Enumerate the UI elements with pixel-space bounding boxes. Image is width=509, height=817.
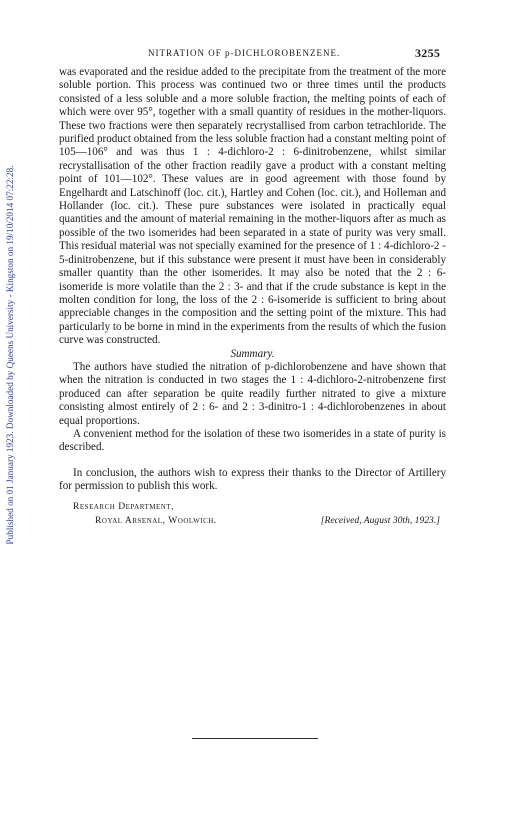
signature-place: Royal Arsenal, Woolwich. — [95, 514, 217, 526]
running-header — [0, 48, 509, 62]
signature-department: Research Department, — [73, 500, 174, 512]
download-notice-text: Published on 01 January 1923. Downloaded by Queens University - Kingston on 19/10/2014 07:22:28. — [5, 165, 15, 545]
summary-paragraph: The authors have studied the nitration of p-dichlorobenzene and have shown that when the nitration is conducted in two stages the 1 : 4-dichloro-2-nitrobenzene first produced can after separation be quite readily further nitrated to give a mixture consisting almost entirely of 2 : 6- and 2 : 3-dinitro-1 : 4-dichlorobenzenes in about equal proportions. — [59, 360, 446, 427]
download-notice-sidebar — [3, 60, 17, 545]
article-body — [59, 66, 446, 528]
signature-line-place — [59, 514, 446, 528]
signature-line-department — [59, 500, 446, 514]
acknowledgement-paragraph: In conclusion, the authors wish to express their thanks to the Director of Artillery for permission to publish this work. — [59, 466, 446, 493]
end-rule — [192, 738, 318, 739]
summary-paragraph: A convenient method for the isolation of these two isomerides in a state of purity is described. — [59, 427, 446, 454]
received-date: [Received, August 30th, 1923.] — [320, 514, 440, 526]
summary-heading: Summary. — [230, 347, 275, 360]
page-number: 3255 — [415, 46, 441, 60]
body-paragraph: was evaporated and the residue added to the precipitate from the treatment of the more soluble portion. This process was continued two or three times until the products consisted of a less soluble and a more soluble fraction, the melting points of each of which were over 95°, together with a small quantity of residues in the mother-liquors. These two fractions were then separately recrystallised from carbon tetrachloride. The purified product obtained from the less soluble fraction had a constant melting point of 105—106° and was thus 1 : 4-dichloro-2 : 6-dinitrobenzene, whilst similar recrystallisation of the other fraction readily gave a product with a constant melting point of 101—102°. These values are in good agreement with those found by Engelhardt and Latschinoff (loc. cit.), Hartley and Cohen (loc. cit.), and Holleman and Hollander (loc. cit.). These pure substances were isolated in practically equal quantities and the amount of material remaining in the mother-liquors after as much as possible of the two isomerides had been separated in a state of purity was very small. This residual material was not specially examined for the presence of 1 : 4-dichloro-2 - 5-dinitrobenzene, but if this substance were present it must have been in considerably smaller quantity than the other isomerides. It may also be noted that the 2 : 6-isomeride is more volatile than the 2 : 3- and that if the crude substance is kept in the molten condition for long, the loss of the 2 : 6-isomeride is sufficient to bring about appreciable changes in the composition and the setting point of the mixture. This had particularly to be borne in mind in the experiments from the results of which the fusion curve was constructed. — [59, 66, 446, 347]
running-title: NITRATION OF p-DICHLOROBENZENE. — [148, 48, 341, 58]
